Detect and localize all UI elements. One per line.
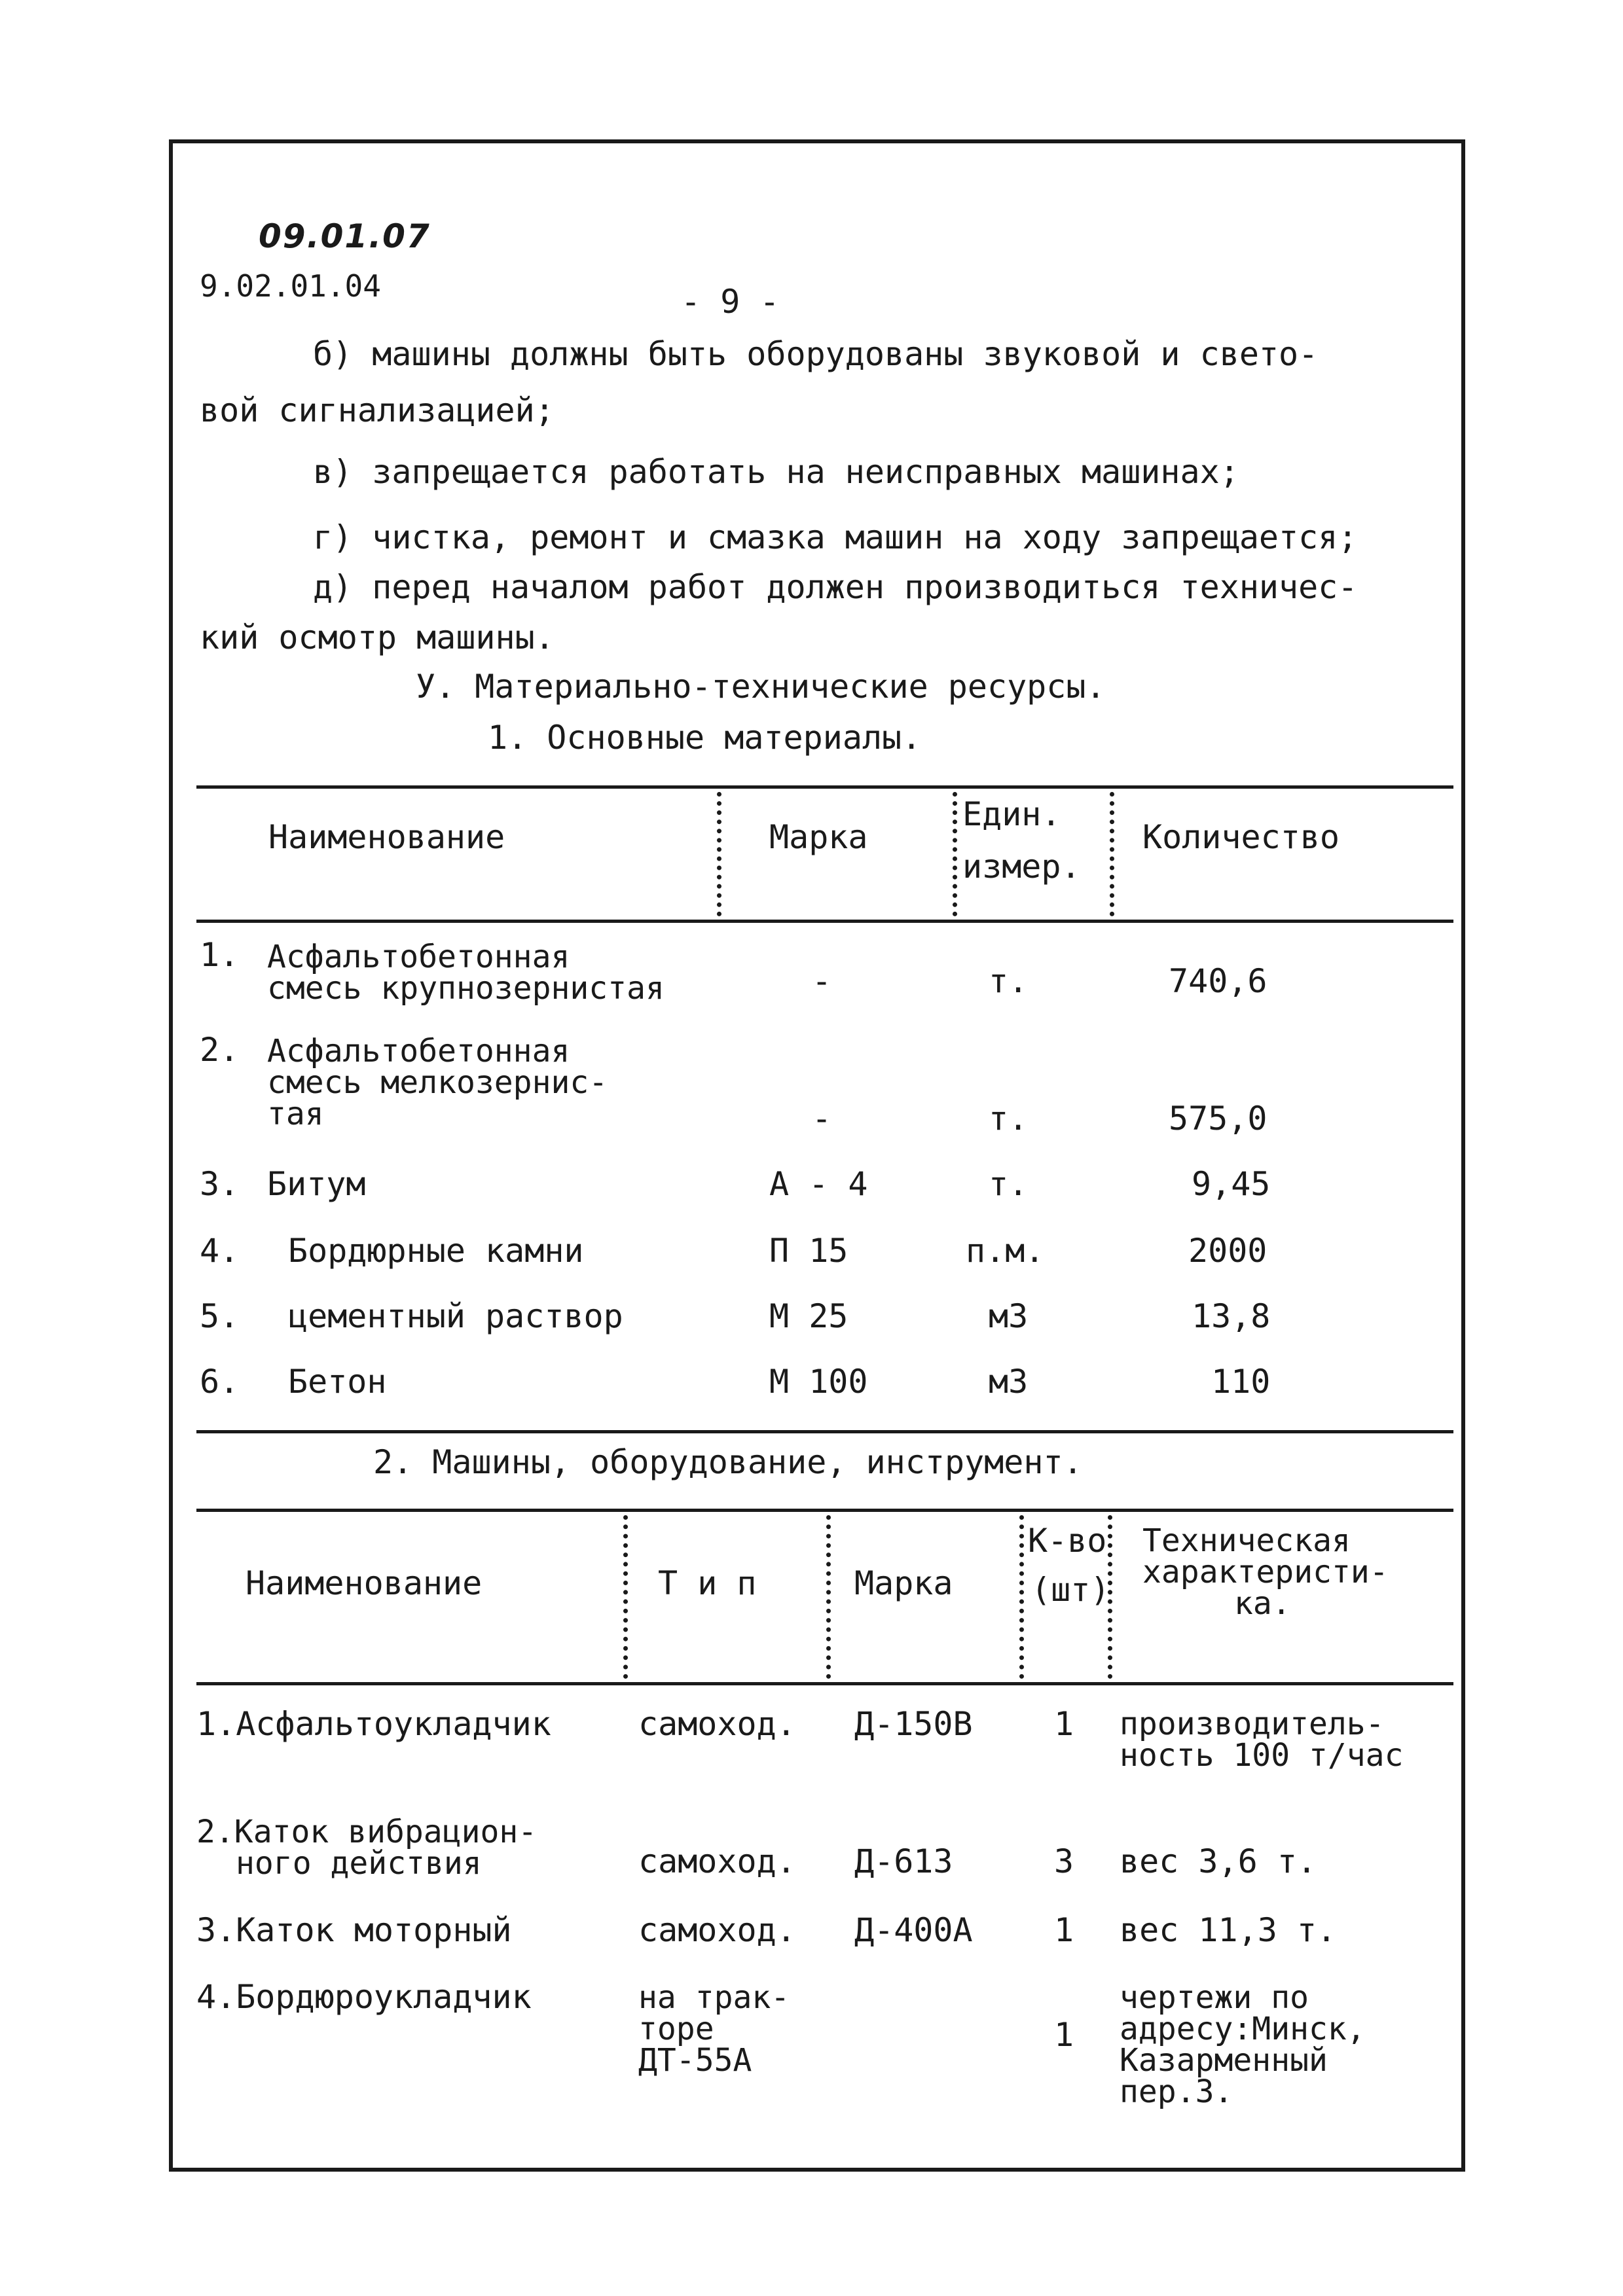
machine-mark: Д-400А — [854, 1911, 973, 1949]
machine-type: самоход. — [638, 1911, 796, 1949]
table-rule — [196, 920, 1453, 923]
material-qty: 9,45 — [1192, 1165, 1271, 1203]
type-line: на трак- — [638, 1979, 790, 2016]
column-divider — [953, 792, 957, 916]
name-line: смесь крупнозернистая — [267, 970, 665, 1007]
spec-line: чертежи по — [1120, 1979, 1309, 2016]
machine-name: 4.Бордюроукладчик — [196, 1978, 532, 2016]
machines-header-spec — [1142, 1522, 1389, 1622]
machine-name — [196, 1814, 538, 1882]
row-number: 4. — [200, 1232, 240, 1270]
type-line: торе — [638, 2011, 714, 2047]
material-unit: п.м. — [966, 1232, 1045, 1270]
machine-spec: вес 3,6 т. — [1120, 1842, 1317, 1880]
material-name: Бордюрные камни — [288, 1232, 584, 1270]
material-unit: м3 — [989, 1363, 1029, 1401]
materials-header-unit-line1: Един. — [962, 795, 1061, 833]
material-name: Бетон — [288, 1363, 387, 1401]
machines-header-count-line1: К-во — [1028, 1522, 1107, 1560]
handwritten-code: 09.01.07 — [259, 217, 431, 255]
table-rule — [196, 1682, 1453, 1685]
material-mark: М 25 — [769, 1297, 848, 1335]
machine-spec: вес 11,3 т. — [1120, 1911, 1337, 1949]
name-line: Асфальтобетонная — [267, 939, 570, 975]
paragraph-g: г) чистка, ремонт и смазка машин на ходу запрещается; — [313, 518, 1358, 556]
material-qty: 2000 — [1188, 1232, 1267, 1270]
spec-line: производитель- — [1120, 1706, 1385, 1742]
spec-line: ность 100 т/час — [1120, 1737, 1404, 1774]
name-line: 2.Каток вибрацион- — [196, 1814, 538, 1850]
material-mark: М 100 — [769, 1363, 868, 1401]
material-unit: т. — [989, 962, 1029, 1000]
spec-line: Техническая — [1142, 1522, 1351, 1559]
table-rule — [196, 1509, 1453, 1512]
paragraph-d-line2: кий осмотр машины. — [200, 619, 555, 656]
machine-spec — [1120, 1979, 1366, 2110]
spec-line: пер.3. — [1120, 2073, 1233, 2110]
materials-header-name: Наименование — [268, 818, 505, 856]
machines-header-count-line2: (шт) — [1031, 1571, 1110, 1609]
paragraph-d-line1: д) перед началом работ должен производиться техничес- — [313, 568, 1358, 606]
materials-header-qty: Количество — [1142, 818, 1340, 856]
spec-line: характеристи- — [1142, 1554, 1389, 1590]
machine-count: 1 — [1054, 2016, 1074, 2054]
doc-code: 9.02.01.04 — [200, 268, 381, 304]
machine-name: 1.Асфальтоукладчик — [196, 1705, 551, 1743]
material-name: цементный раствор — [288, 1297, 623, 1335]
materials-header-unit-line2: измер. — [962, 848, 1081, 886]
column-divider — [717, 792, 721, 916]
machine-count: 1 — [1054, 1705, 1074, 1743]
material-qty: 13,8 — [1192, 1297, 1271, 1335]
material-mark: - — [812, 1100, 832, 1138]
subsection-materials-title: 1. Основные материалы. — [488, 719, 922, 757]
machine-mark: Д-150В — [854, 1705, 973, 1743]
machine-type — [638, 1979, 790, 2079]
machine-name: 3.Каток моторный — [196, 1911, 512, 1949]
material-unit: м3 — [989, 1297, 1029, 1335]
row-number: 1. — [200, 936, 240, 974]
materials-header-mark: Марка — [769, 818, 868, 856]
column-divider — [826, 1515, 831, 1679]
material-mark: П 15 — [769, 1232, 848, 1270]
material-qty: 575,0 — [1169, 1100, 1267, 1138]
name-line: ного действия — [236, 1845, 482, 1882]
material-name — [267, 1035, 608, 1130]
spec-line: адресу:Минск, — [1120, 2011, 1366, 2047]
section-title: У. Материально-технические ресурсы. — [416, 668, 1106, 706]
machine-mark: Д-613 — [854, 1842, 953, 1880]
machine-count: 3 — [1054, 1842, 1074, 1880]
machines-header-name: Наименование — [246, 1564, 483, 1602]
material-unit: т. — [989, 1165, 1029, 1203]
row-number: 2. — [200, 1031, 240, 1069]
row-number: 6. — [200, 1363, 240, 1401]
material-qty: 110 — [1211, 1363, 1271, 1401]
machine-type: самоход. — [638, 1705, 796, 1743]
column-divider — [1019, 1515, 1024, 1679]
machine-count: 1 — [1054, 1911, 1074, 1949]
name-line: тая — [267, 1096, 324, 1132]
subsection-machines-title: 2. Машины, оборудование, инструмент. — [373, 1443, 1083, 1481]
paragraph-b-line1: б) машины должны быть оборудованы звуковой и свето- — [313, 335, 1319, 373]
row-number: 5. — [200, 1297, 240, 1335]
table-rule — [196, 785, 1453, 789]
row-number: 3. — [200, 1165, 240, 1203]
name-line: смесь мелкозернис- — [267, 1064, 608, 1101]
spec-line: Казарменный — [1120, 2042, 1328, 2079]
table-rule — [196, 1430, 1453, 1433]
machine-spec — [1120, 1706, 1404, 1774]
material-name: Битум — [267, 1165, 366, 1203]
paragraph-b-line2: вой сигнализацией; — [200, 391, 555, 429]
material-mark: - — [812, 962, 832, 1000]
spec-line: ка. — [1234, 1585, 1291, 1622]
type-line: ДТ-55А — [638, 2042, 752, 2079]
machines-header-mark: Марка — [854, 1564, 953, 1602]
material-qty: 740,6 — [1169, 962, 1267, 1000]
material-unit: т. — [989, 1100, 1029, 1138]
name-line: Асфальтобетонная — [267, 1033, 570, 1069]
column-divider — [1110, 792, 1114, 916]
material-name — [267, 939, 665, 1007]
paragraph-v: в) запрещается работать на неисправных машинах; — [313, 453, 1239, 491]
column-divider — [623, 1515, 628, 1679]
machine-type: самоход. — [638, 1842, 796, 1880]
material-mark: А - 4 — [769, 1165, 868, 1203]
page-number: - 9 - — [681, 283, 780, 321]
machines-header-type: Т и п — [658, 1564, 757, 1602]
